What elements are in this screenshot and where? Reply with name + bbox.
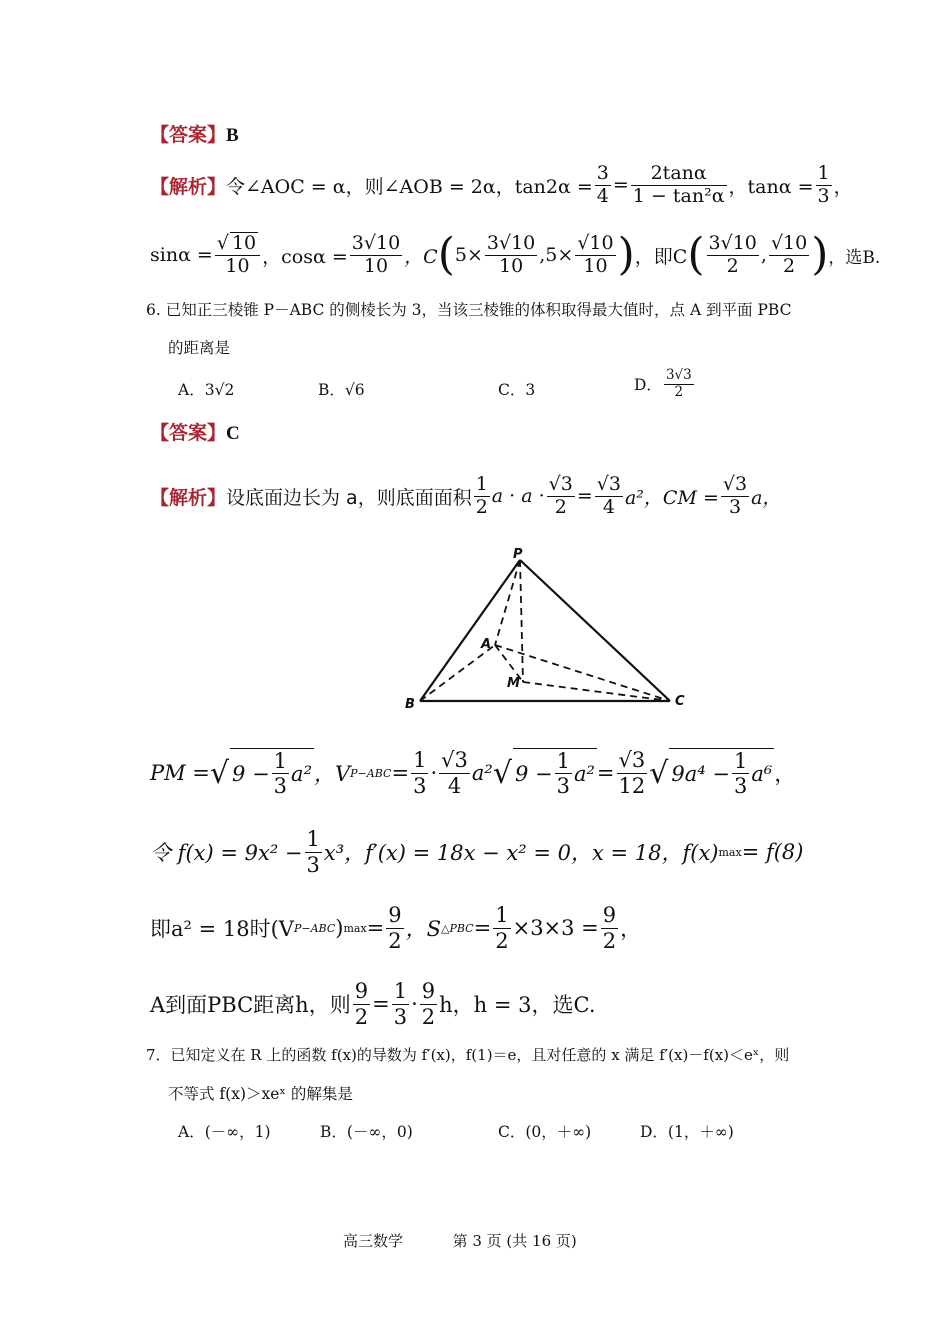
edge-pb [420, 560, 520, 701]
math-text: PM = [150, 761, 210, 785]
q5-analysis-line1 [150, 160, 853, 210]
math-text: = f(8) [741, 840, 804, 864]
q6-analysis-line2 [150, 742, 795, 804]
fraction: $\frac{3√10}{10}$ [351, 231, 401, 277]
math-text: · [411, 992, 418, 1016]
fraction: $\frac{1}{2}$ [475, 472, 488, 518]
q6-option-a[interactable]: A．3√2 [178, 381, 235, 399]
math-text: ，S [405, 917, 442, 941]
math-text: ，即C [634, 245, 688, 268]
subscript: △PBC [441, 921, 474, 935]
q6-stem-line2: 的距离是 [168, 339, 231, 357]
q7-option-c[interactable]: C．(0，＋∞) [498, 1123, 592, 1141]
q6-option-d[interactable]: D． $\frac{3√3}{2}$ [634, 367, 692, 400]
analysis-tag: 【解析】 [150, 175, 227, 198]
radical: 9 − $\frac{1}{3}$ a² [232, 748, 312, 798]
edge-ac [495, 645, 670, 701]
footer-subject: 高三数学 [343, 1232, 404, 1250]
fraction: $\frac{9}{2}$ [421, 979, 436, 1029]
math-text: ，C [404, 245, 438, 268]
q6-stem-line1: 6. 已知正三棱锥 P－ABC 的侧棱长为 3，当该三棱锥的体积取得最大值时，点 A 到平面 PBC [146, 301, 792, 319]
vertex-label-c: C [675, 694, 685, 709]
edge-ab [420, 645, 495, 701]
math-text: = [366, 916, 385, 940]
fraction: $\frac{√3}{12}$ [618, 748, 646, 798]
vertex-label-b: B [405, 697, 415, 712]
math-text: a² [471, 761, 493, 785]
edge-pc [520, 560, 670, 701]
q6-option-b[interactable]: B．√6 [318, 381, 365, 399]
fraction: $\frac{1}{3}$ [817, 161, 830, 207]
math-text: ，选B. [828, 247, 881, 268]
math-text: a · a · [491, 485, 545, 507]
fraction: $\frac{3}{4}$ [596, 161, 609, 207]
math-text: = [596, 761, 615, 785]
footer-page-number: 第 3 页 (共 16 页) [452, 1232, 577, 1250]
math-text: 5× [454, 244, 483, 266]
q7-option-b[interactable]: B．(－∞，0) [320, 1123, 413, 1141]
fraction: $\frac{√3}{3}$ [722, 472, 748, 518]
q7-stem-line2: 不等式 f(x)＞xeˣ 的解集是 [168, 1085, 353, 1103]
subscript: max [343, 921, 367, 935]
q7-stem-line1: 7．已知定义在 R 上的函数 f(x)的导数为 f′(x)，f(1)＝e，且对任意的 x 满足 f′(x)－f(x)＜eˣ，则 [146, 1046, 790, 1064]
analysis-tag: 【解析】 [150, 486, 227, 509]
fraction: √ $\frac{10}{10}$ [215, 232, 260, 278]
q6-option-c[interactable]: C．3 [498, 381, 536, 399]
math-text: = [372, 992, 390, 1016]
fraction: $\frac{√3}{4}$ [441, 748, 468, 798]
fraction: $\frac{3√10}{2}$ [708, 231, 757, 277]
fraction: $\frac{1}{3}$ [413, 748, 427, 798]
fraction: $\frac{√10}{10}$ [577, 231, 614, 277]
q6-analysis-line3 [150, 826, 803, 878]
math-text: ， [620, 917, 642, 941]
fraction: $\frac{3√10}{10}$ [486, 231, 536, 277]
fraction: $\frac{2\tan\alpha}{\text{1 − tan²α}}$ [632, 161, 725, 207]
q6-analysis-line4 [150, 902, 641, 954]
math-text: = [473, 916, 492, 940]
footer [343, 1230, 577, 1251]
math-text: sinα = [150, 244, 213, 266]
q7-option-d[interactable]: D．(1，＋∞) [640, 1123, 734, 1141]
fraction: $\frac{√3}{4}$ [596, 472, 621, 518]
segment-pm [520, 560, 523, 682]
q7-option-a[interactable]: A．(－∞，1) [178, 1123, 271, 1141]
math-text: · [430, 761, 438, 785]
segment-mc [523, 682, 670, 701]
math-text: 令 f(x) = 9x² − [150, 841, 303, 865]
math-text: 设底面边长为 a，则底面面积 [226, 486, 472, 509]
fraction: $\frac{1}{3}$ [393, 979, 408, 1029]
fraction: $\frac{3√3}{2}$ [665, 367, 692, 400]
vertex-label-p: P [513, 547, 523, 562]
radical: 9a⁴ − $\frac{1}{3}$ a⁶ [671, 748, 773, 798]
q6-analysis-line5 [150, 978, 596, 1030]
fraction: $\frac{√10}{2}$ [770, 231, 808, 277]
math-text: ， [774, 762, 796, 786]
math-text: ，cosα = [262, 245, 348, 268]
math-text: = [612, 174, 629, 196]
fraction: $\frac{√3}{2}$ [548, 472, 573, 518]
tetrahedron-figure [395, 545, 695, 715]
math-text: a²，CM = [624, 486, 719, 509]
subscript: P−ABC [350, 766, 392, 780]
q5-answer-line [150, 120, 239, 147]
answer-tag: 【答案】 [150, 422, 227, 444]
math-text: ,5× [539, 244, 574, 266]
math-text: h，h = 3，选C. [439, 993, 596, 1017]
answer-tag: 【答案】 [150, 124, 227, 146]
math-text: , [760, 244, 767, 266]
q6-answer-line [150, 418, 240, 445]
fraction: $\frac{9}{2}$ [602, 903, 617, 953]
math-text: ×3×3 = [512, 916, 599, 940]
fraction: $\frac{9}{2}$ [354, 979, 369, 1029]
fraction: $\frac{1}{2}$ [495, 903, 509, 953]
math-text: = [391, 761, 410, 785]
answer-value: B [226, 125, 239, 146]
math-text: ，V [314, 762, 351, 786]
math-text: ， [833, 175, 853, 198]
math-text: 令∠AOC = α，则∠AOB = 2α，tan2α = [226, 175, 593, 198]
vertex-label-m: M [507, 676, 520, 691]
math-text: 即a² = 18时(V [150, 917, 294, 941]
edge-pa [495, 560, 520, 645]
math-text: x³，f′(x) = 18x − x² = 0，x = 18，f(x) [323, 841, 719, 865]
subscript: max [718, 845, 742, 859]
math-text: = [576, 485, 593, 507]
math-text: A到面PBC距离h，则 [150, 993, 351, 1017]
math-text: a， [751, 486, 782, 509]
subscript: P−ABC [293, 921, 336, 935]
math-text: ，tanα = [728, 175, 814, 198]
math-text: ) [335, 916, 344, 940]
q6-analysis-line1 [150, 468, 781, 524]
radical: 9 − $\frac{1}{3}$ a² [514, 748, 595, 798]
fraction: $\frac{9}{2}$ [388, 903, 402, 953]
vertex-label-a: A [481, 637, 492, 652]
q5-analysis-line2: sinα = √ $\frac{10}{10}$ ，cosα = $\frac{3√10}{10}$ ，C ( 5× $\frac{3√10}{10}$ ,5× $\frac{√10}{10}$ ) ，即C ( $\frac{3√10}{2}$ , $\frac{√10}{2}$ ) ，选B. [150, 228, 880, 282]
fraction: $\frac{1}{3}$ [306, 827, 320, 877]
answer-value: C [226, 423, 240, 444]
